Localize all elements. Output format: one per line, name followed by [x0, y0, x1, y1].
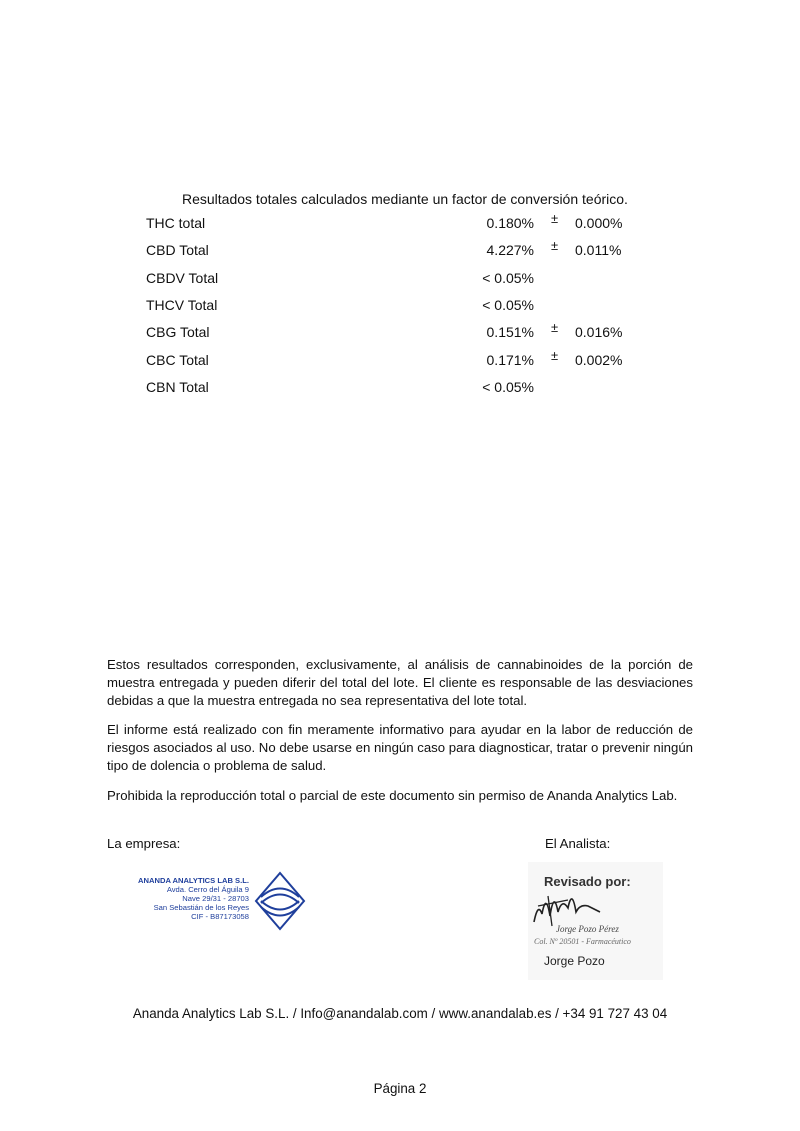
cannabinoid-uncertainty: 0.016% — [575, 324, 623, 340]
cannabinoid-name: CBC Total — [146, 352, 209, 368]
stamp-company: ANANDA ANALYTICS LAB S.L. — [138, 876, 249, 885]
stamp-address: San Sebastián de los Reyes — [153, 903, 249, 912]
cannabinoid-name: CBN Total — [146, 379, 209, 395]
signature-name: Jorge Pozo Pérez — [556, 924, 619, 934]
stamp-cif: CIF - B87173058 — [191, 912, 249, 921]
cannabinoid-uncertainty: 0.002% — [575, 352, 623, 368]
company-stamp — [112, 866, 307, 936]
result-row — [0, 320, 800, 344]
cannabinoid-value: 0.151% — [486, 324, 534, 340]
cannabinoid-value: 4.227% — [486, 242, 534, 258]
analyst-label: El Analista: — [545, 836, 611, 851]
plus-minus-sign: ± — [551, 320, 559, 335]
ananda-logo-icon — [253, 870, 307, 932]
result-row — [0, 379, 800, 399]
result-row — [0, 238, 800, 262]
cannabinoid-name: THCV Total — [146, 297, 218, 313]
cannabinoid-name: CBG Total — [146, 324, 210, 340]
cannabinoid-value: < 0.05% — [482, 270, 534, 286]
disclaimer-paragraph: Prohibida la reproducción total o parcial de este documento sin permiso de Ananda Analytics Lab. — [107, 788, 678, 803]
plus-minus-sign: ± — [551, 211, 559, 226]
results-title: Resultados totales calculados mediante un factor de conversión teórico. — [182, 191, 628, 207]
plus-minus-sign: ± — [551, 238, 559, 253]
cannabinoid-value: < 0.05% — [482, 297, 534, 313]
signature-collegiate: Col. Nº 20501 - Farmacéutico — [534, 937, 631, 946]
cannabinoid-name: CBD Total — [146, 242, 209, 258]
cannabinoid-value: < 0.05% — [482, 379, 534, 395]
company-label: La empresa: — [107, 836, 181, 851]
result-row — [0, 211, 800, 235]
cannabinoid-value: 0.180% — [486, 215, 534, 231]
disclaimer-paragraph: Estos resultados corresponden, exclusivamente, al análisis de cannabinoides de la porción de muestra entregada y pueden diferir del total del lote. El cliente es responsable de las desviaciones debidas a que la muestra entregada no sea representativa del lote total. — [107, 657, 693, 708]
cannabinoid-value: 0.171% — [486, 352, 534, 368]
stamp-text — [138, 876, 249, 921]
cannabinoid-uncertainty: 0.011% — [575, 242, 622, 258]
plus-minus-sign: ± — [551, 348, 559, 363]
cannabinoid-name: CBDV Total — [146, 270, 219, 286]
handwritten-signature-icon — [528, 882, 618, 930]
disclaimer-paragraph: El informe está realizado con fin meramente informativo para ayudar en la labor de reducción de riesgos asociados al uso. No debe usarse en ningún caso para diagnosticar, tratar o prevenir ningún tipo de dolencia o problema de salud. — [107, 722, 693, 773]
cannabinoid-uncertainty: 0.000% — [575, 215, 623, 231]
analyst-signature — [528, 862, 663, 980]
stamp-address: Avda. Cerro del Águila 9 — [166, 885, 249, 894]
page-number: Página 2 — [373, 1081, 427, 1096]
footer-contact: Ananda Analytics Lab S.L. / Info@anandalab.com / www.anandalab.es / +34 91 727 43 04 — [132, 1006, 668, 1021]
signature-printed-name: Jorge Pozo — [544, 954, 605, 968]
result-row — [0, 297, 800, 317]
cannabinoid-name: THC total — [146, 215, 206, 231]
stamp-address: Nave 29/31 - 28703 — [182, 894, 249, 903]
result-row — [0, 348, 800, 372]
signature-reviewed-label: Revisado por: — [544, 874, 631, 889]
result-row — [0, 270, 800, 290]
